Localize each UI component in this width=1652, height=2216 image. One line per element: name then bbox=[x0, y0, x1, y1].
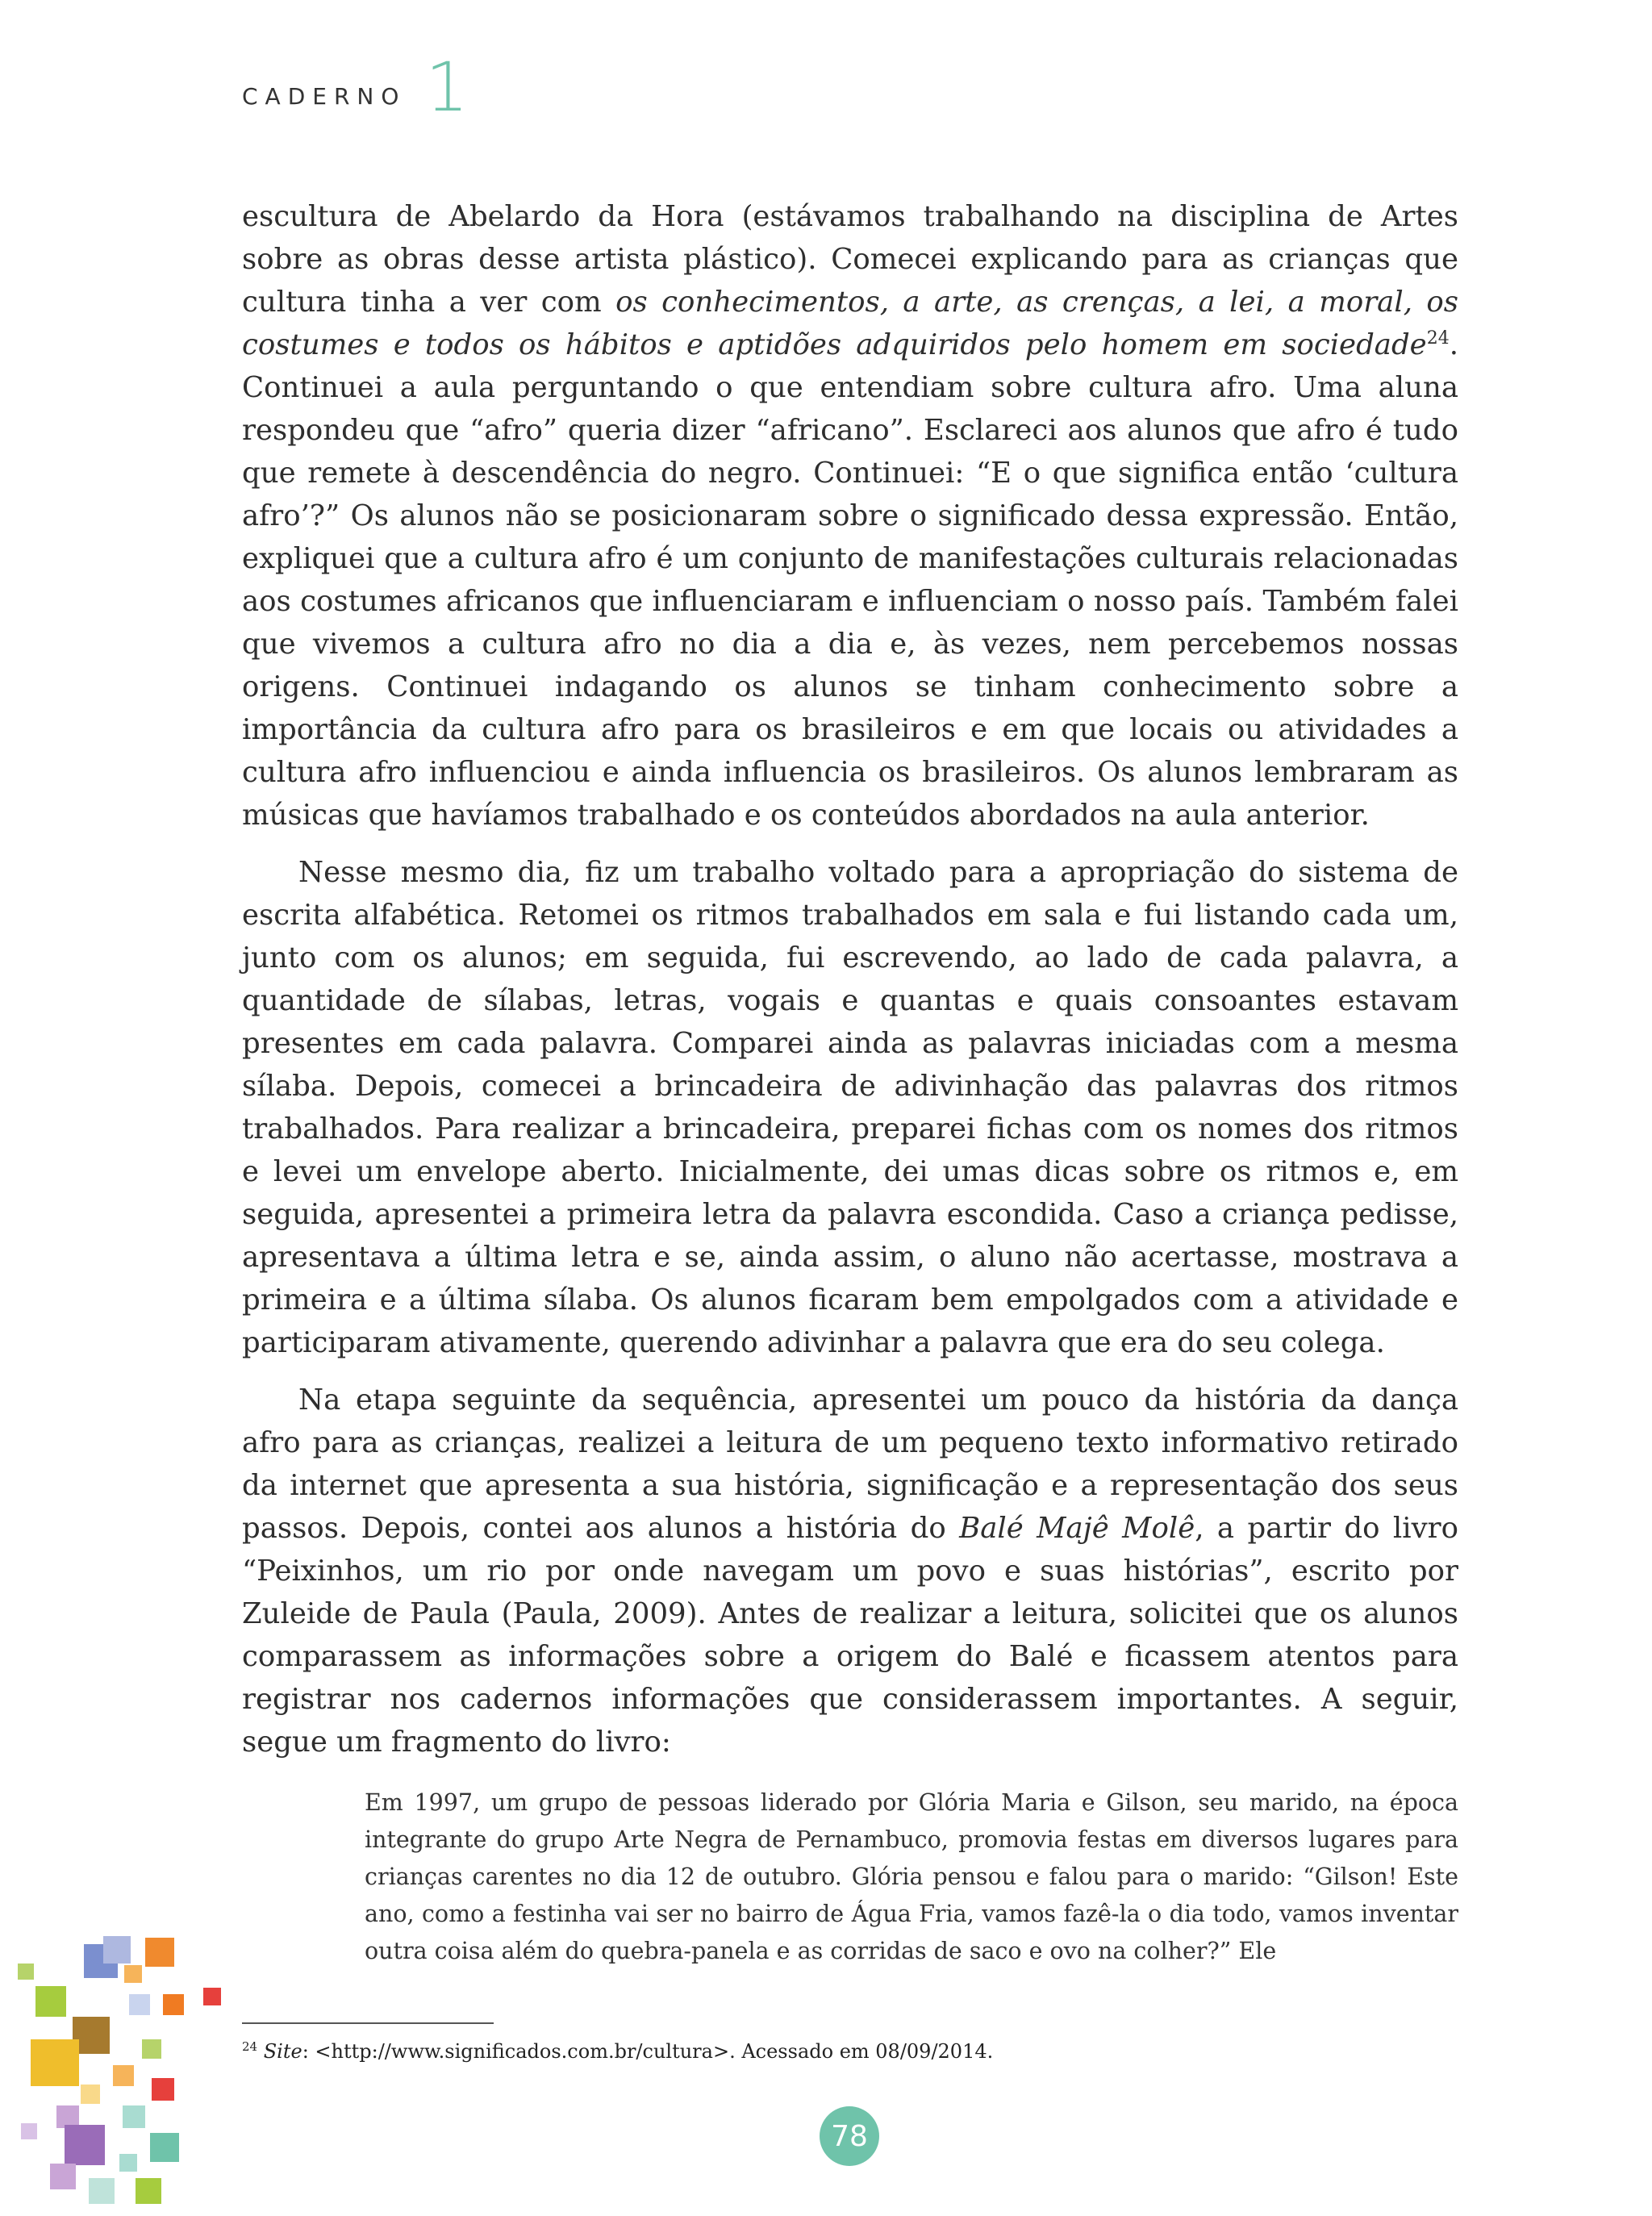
deco-square bbox=[142, 2039, 161, 2059]
paragraph-3 bbox=[242, 1379, 1458, 1763]
deco-square bbox=[113, 2065, 134, 2086]
main-text bbox=[242, 195, 1458, 1778]
block-quote-text: Em 1997, um grupo de pessoas liderado por Glória Maria e Gilson, seu marido, na época integrante do grupo Arte Negra de Pernambuco, promovia festas em diversos lugares para crianças carentes no dia 12 de outubro. Glória pensou e falou para o marido: “Gilson! Este ano, como a festinha vai ser no bairro de Água Fria, vamos fazê-la o dia todo, vamos inventar outra coisa além do quebra-panela e as corridas de saco e ovo na colher?” Ele bbox=[365, 1789, 1458, 1964]
paragraph-3-italic: Balé Majê Molê bbox=[959, 1512, 1195, 1545]
paragraph-1-part1: escultura de Abelardo da Hora (estávamos trabalhando na disciplina de Artes sobre as obras desse artista plástico). Comecei explicando para as crianças que cultura tinha a ver com bbox=[242, 200, 1458, 319]
header-label: CADERNO bbox=[242, 83, 407, 110]
page-number-badge bbox=[820, 2106, 879, 2166]
footnote-label: Site bbox=[263, 2040, 302, 2063]
deco-square bbox=[35, 1986, 66, 2017]
deco-square bbox=[203, 1988, 221, 2005]
deco-square bbox=[31, 2039, 79, 2086]
deco-square bbox=[150, 2133, 179, 2162]
paragraph-3-part1: Na etapa seguinte da sequência, apresentei um pouco da história da dança afro para as crianças, realizei a leitura de um pequeno texto informativo retirado da internet que apresenta a sua história, significação e a representação dos seus passos. Depois, contei aos alunos a história do bbox=[242, 1383, 1458, 1545]
deco-square bbox=[50, 2164, 76, 2189]
deco-square bbox=[89, 2178, 115, 2204]
deco-square bbox=[136, 2178, 161, 2204]
deco-square bbox=[129, 1994, 150, 2015]
deco-square bbox=[124, 1965, 142, 1983]
block-quote bbox=[365, 1784, 1458, 1970]
paragraph-1-part2: . Continuei a aula perguntando o que entendiam sobre cultura afro. Uma aluna respondeu que “afro” queria dizer “africano”. Esclareci aos alunos que afro é tudo que remete à descendência do negro. Continuei: “E o que significa então ‘cultura afro’?” Os alunos não se posicionaram sobre o significado dessa expressão. Então, expliquei que a cultura afro é um conjunto de manifestações culturais relacionadas aos costumes africanos que influenciaram e influenciam o nosso país. Também falei que vivemos a cultura afro no dia a dia e, às vezes, nem percebemos nossas origens. Continuei indagando os alunos se tinham conhecimento sobre a importância da cultura afro para os brasileiros e em que locais ou atividades a cultura afro influenciou e ainda influencia os brasileiros. Os alunos lembraram as músicas que havíamos trabalhado e os conteúdos abordados na aula anterior. bbox=[242, 328, 1458, 832]
deco-square bbox=[65, 2125, 105, 2165]
deco-square bbox=[119, 2154, 137, 2172]
deco-square bbox=[81, 2085, 100, 2104]
deco-square bbox=[123, 2105, 145, 2128]
deco-square bbox=[152, 2078, 174, 2101]
paragraph-3-part2: , a partir do livro “Peixinhos, um rio por onde navegam um povo e suas histórias”, escrito por Zuleide de Paula (Paula, 2009). Antes de realizar a leitura, solicitei que os alunos comparassem as informações sobre a origem do Balé e ficassem atentos para registrar nos cadernos informações que considerassem importantes. A seguir, segue um fragmento do livro: bbox=[242, 1512, 1458, 1759]
footnote-number: 24 bbox=[242, 2039, 258, 2054]
page-number: 78 bbox=[831, 2119, 868, 2153]
paragraph-1 bbox=[242, 195, 1458, 837]
running-header bbox=[242, 48, 469, 127]
footnote-text[interactable]: : <http://www.significados.com.br/cultura>. Acessado em 08/09/2014. bbox=[302, 2040, 994, 2063]
footnote-divider bbox=[242, 2022, 494, 2024]
paragraph-1-italic: os conhecimentos, a arte, as crenças, a lei, a moral, os costumes e todos os hábitos e aptidões adquiridos pelo homem em sociedade bbox=[242, 286, 1458, 361]
deco-square bbox=[18, 1964, 34, 1980]
deco-square bbox=[145, 1938, 174, 1967]
deco-square bbox=[163, 1994, 184, 2015]
footnote bbox=[242, 2033, 1452, 2065]
header-number: 1 bbox=[425, 48, 469, 127]
deco-square bbox=[21, 2123, 37, 2139]
footnote-reference[interactable]: 24 bbox=[1426, 328, 1450, 349]
deco-square bbox=[103, 1936, 131, 1964]
paragraph-2: Nesse mesmo dia, fiz um trabalho voltado para a apropriação do sistema de escrita alfabética. Retomei os ritmos trabalhados em sala e fui listando cada um, junto com os alunos; em seguida, fui escrevendo, ao lado de cada palavra, a quantidade de sílabas, letras, vogais e quantas e quais consoantes estavam presentes em cada palavra. Comparei ainda as palavras iniciadas com a mesma sílaba. Depois, comecei a brincadeira de adivinhação das palavras dos ritmos trabalhados. Para realizar a brincadeira, preparei fichas com os nomes dos ritmos e levei um envelope aberto. Inicialmente, dei umas dicas sobre os ritmos e, em seguida, apresentei a primeira letra da palavra escondida. Caso a criança pedisse, apresentava a última letra e se, ainda assim, o aluno não acertasse, mostrava a primeira e a última sílaba. Os alunos ficaram bem empolgados com a atividade e participaram ativamente, querendo adivinhar a palavra que era do seu colega. bbox=[242, 856, 1458, 1359]
decorative-squares-graphic bbox=[0, 1936, 242, 2216]
